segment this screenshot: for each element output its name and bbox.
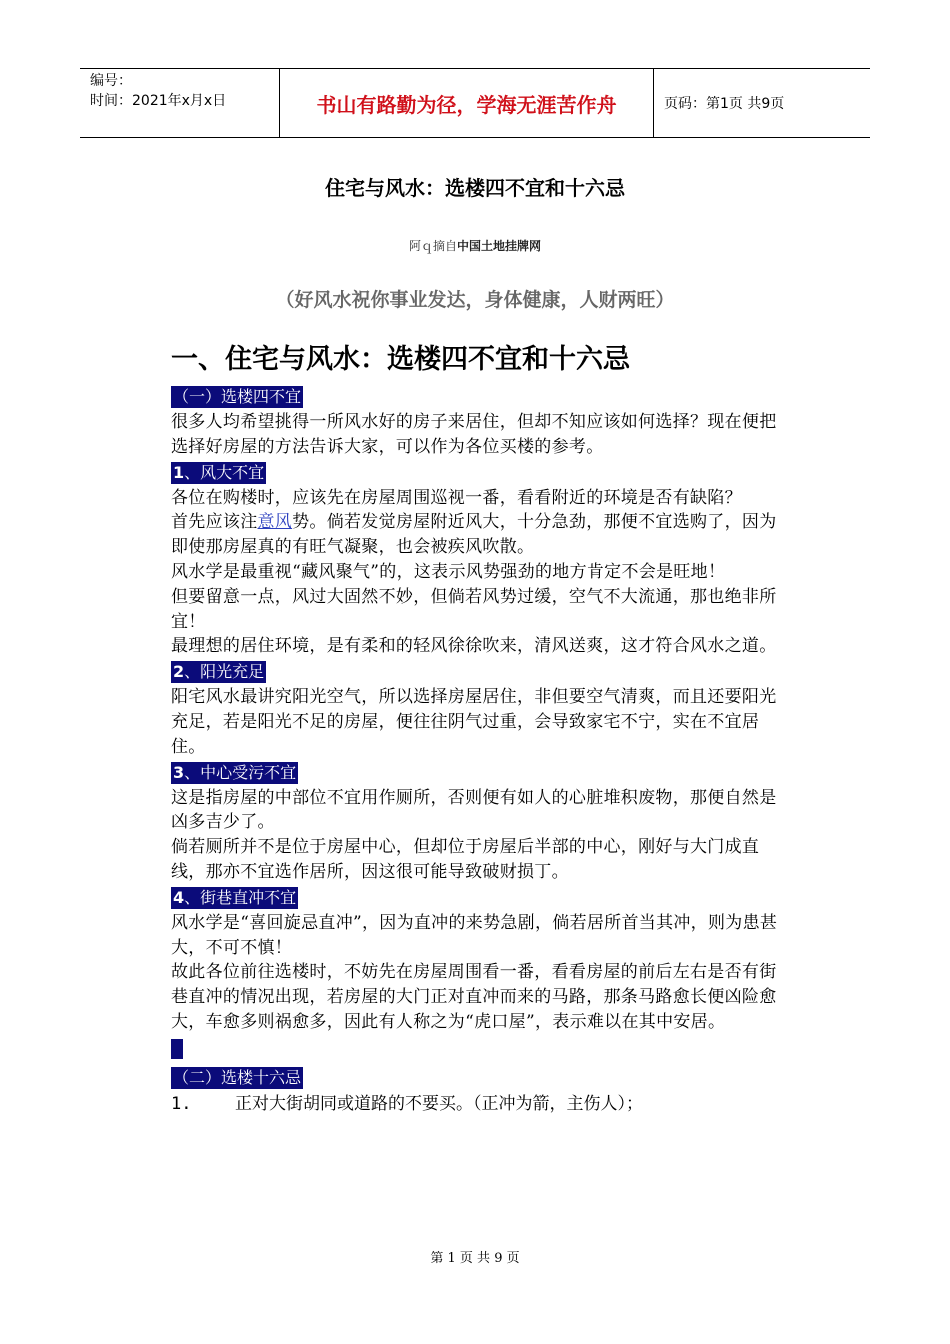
paragraph: 故此各位前往选楼时，不妨先在房屋周围看一番，看看房屋的前后左右是否有街巷直冲的情况出现，若房屋的大门正对直冲而来的马路，那条马路愈长便凶险愈大，车愈多则祸愈多，因此有人称之为“虎口屋”，表示难以在其中安居。: [171, 962, 777, 1032]
item-heading: [171, 462, 266, 484]
blessing-line: （好风水祝你事业发达，身体健康，人财两旺）: [275, 289, 675, 311]
source-line: [0, 237, 950, 254]
page-footer: 第 1 页 共 9 页: [430, 1251, 520, 1266]
item-heading: [171, 661, 266, 683]
item-number: 1: [173, 462, 185, 482]
item-heading: [171, 887, 298, 909]
highlight-marker: [171, 1039, 183, 1059]
part2-heading: （二）选楼十六忌: [173, 1067, 302, 1087]
paragraph: 风水学是最重视“藏风聚气”的，这表示风势强劲的地方肯定不会是旺地！: [171, 561, 726, 582]
source-prefix: 阿ｑ摘自: [408, 239, 457, 253]
main-content: [171, 340, 783, 1117]
paragraph: [171, 510, 783, 560]
inline-link[interactable]: 意风: [257, 512, 293, 533]
item-number: 3: [173, 762, 185, 782]
paragraph: 各位在购楼时，应该先在房屋周围巡视一番，看看附近的环境是否有缺陷？: [171, 487, 742, 508]
text-run: 首先应该注: [171, 512, 258, 533]
item-label: 、中心受污不宜: [184, 762, 297, 782]
source-site: 中国土地挂牌网: [457, 239, 542, 253]
paragraph: 但要留意一点，风过大固然不妙，但倘若风势过缓，空气不大流通，那也绝非所宜！: [171, 586, 777, 632]
list-text: 正对大街胡同或道路的不要买。（正冲为箭，主伤人）；: [235, 1093, 643, 1114]
part1-heading: （一）选楼四不宜: [173, 387, 302, 406]
item-heading: [171, 762, 298, 784]
item-label: 、街巷直冲不宜: [184, 887, 297, 907]
paragraph: 风水学是“喜回旋忌直冲”，因为直冲的来势急剧，倘若居所首当其冲，则为患甚大，不可不慎！: [171, 912, 778, 958]
item-number: 2: [173, 662, 185, 682]
paragraph: 这是指房屋的中部位不宜用作厕所，否则便有如人的心脏堆积废物，那便自然是凶多吉少了。: [171, 787, 777, 833]
number-label: 编号：: [90, 73, 132, 89]
header-motto: 书山有路勤为径，学海无涯苦作舟: [280, 69, 654, 137]
paragraph: 阳宅风水最讲究阳光空气，所以选择房屋居住，非但要空气清爽，而且还要阳光充足，若是阳光不足的房屋，便往往阴气过重，会导致家宅不宁，实在不宜居住。: [171, 687, 777, 757]
item-label: 、阳光充足: [184, 662, 265, 682]
paragraph: 最理想的居住环境，是有柔和的轻风徐徐吹来，清风送爽，这才符合风水之道。: [171, 636, 777, 657]
page-header: [80, 68, 870, 138]
list-item: [171, 1091, 783, 1117]
paragraph: 倘若厕所并不是位于房屋中心，但却位于房屋后半部的中心，刚好与大门成直线，那亦不宜选作居所，因这很可能导致破财损丁。: [171, 837, 760, 882]
item-label: 、风大不宜: [184, 462, 265, 482]
header-page-info: 页码：第1页 共9页: [664, 96, 785, 112]
section-title: 一、住宅与风水：选楼四不宜和十六忌: [171, 344, 630, 375]
part1-intro: 很多人均希望挑得一所风水好的房子来居住，但却不知应该如何选择？现在便把选择好房屋的方法告诉大家，可以作为各位买楼的参考。: [171, 412, 777, 457]
header-meta: [80, 69, 280, 137]
list-number: 1.: [171, 1093, 192, 1114]
date-label: 时间：2021年x月x日: [90, 93, 227, 109]
text-run: 势。倘若发觉房屋附近风大，十分急劲，那便不宜选购了，因为即使那房屋真的有旺气凝聚，也会被疾风吹散。: [171, 512, 777, 558]
document-title: 住宅与风水：选楼四不宜和十六忌: [325, 176, 625, 200]
item-number: 4: [173, 887, 185, 907]
